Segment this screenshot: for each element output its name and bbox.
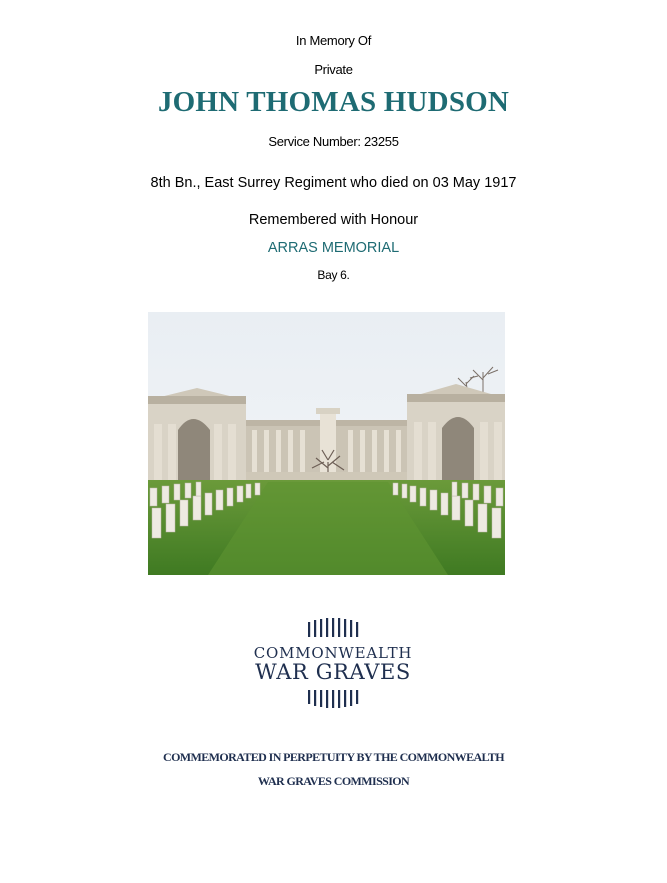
cwgc-logo (233, 618, 433, 713)
logo-top-bars-icon (233, 618, 433, 638)
soldier-name: JOHN THOMAS HUDSON (157, 86, 510, 118)
footer-line-2: WAR GRAVES COMMISSION (257, 774, 410, 788)
rank-text: Private (314, 62, 353, 77)
remembered-with-honour: Remembered with Honour (248, 212, 419, 228)
logo-bottom-bars-icon (233, 690, 433, 710)
logo-line-commonwealth: COMMONWEALTH (253, 644, 413, 662)
footer-line-1: COMMEMORATED IN PERPETUITY BY THE COMMONWEALTH (163, 750, 504, 764)
in-memory-of-text: In Memory Of (295, 33, 372, 48)
memorial-photo (148, 312, 505, 575)
bay-text: Bay 6. (317, 268, 350, 282)
memorial-name: ARRAS MEMORIAL (267, 240, 400, 256)
logo-line-war-graves: WAR GRAVES (255, 660, 411, 684)
unit-and-death-date: 8th Bn., East Surrey Regiment who died on 03 May 1917 (150, 175, 517, 191)
service-number: Service Number: 23255 (268, 134, 399, 149)
